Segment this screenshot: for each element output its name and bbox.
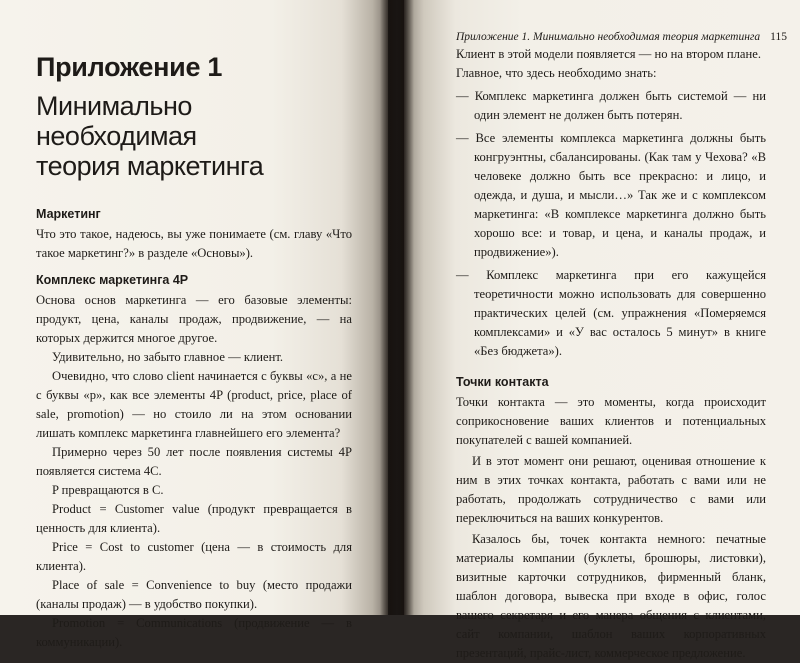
contacts-paragraph-3: Казалось бы, точек контакта немного: печатные материалы компании (буклеты, брошюры, листовки), визитные карточки сотрудников, фирменный бланк, шаблон договора, вывеска при входе в офис, голос вашего секретаря и его манера общения с клиентами, сайт компании, шаблон ваших корпоративных презентаций, прайс-лист, коммерческое предложение. — [456, 532, 766, 660]
page-number: 115 — [770, 31, 787, 43]
paragraph-4p-1: Основа основ маркетинга — его базовые элементы: продукт, цена, каналы продаж, продвижение, — на которых держится многое другое. — [36, 293, 352, 345]
section-heading-contacts: Точки контакта — [456, 375, 549, 389]
section-heading-4p: Комплекс маркетинга 4P — [36, 273, 189, 287]
left-page — [0, 0, 388, 649]
paragraph-4p-4: Примерно через 50 лет после появления системы 4P появляется система 4C. — [36, 445, 352, 478]
right-page — [404, 0, 800, 660]
paragraph-4p-9: Promotion = Communications (продвижение — в коммуникации). — [36, 616, 352, 649]
paragraph-4p-3: Очевидно, что слово client начинается с буквы «с», а не с буквы «р», как все элементы 4P (product, price, place of sale, promotion) — но стоило ли на этом основании лишать комплекс маркетинга главнейшего его элемента? — [36, 369, 352, 440]
contacts-paragraph-2: И в этот момент они решают, оценивая отношение к ним в этих точках контакта, работать с вами или не работать, продолжать сотрудничество с вами или переключиться на ваших конкурентов. — [456, 454, 766, 525]
section-heading-marketing: Маркетинг — [36, 207, 101, 221]
paragraph-4p-7: Price = Cost to customer (цена — в стоимость для клиента). — [36, 540, 352, 573]
running-head — [456, 31, 787, 43]
book-gutter-shadow — [380, 0, 414, 615]
chapter-title-line-1: Минимально необходимая — [36, 91, 197, 151]
paragraph-4p-2: Удивительно, но забыто главное — клиент. — [52, 350, 284, 364]
left-page-content — [36, 52, 352, 652]
paragraph-4p-8: Place of sale = Convenience to buy (место продажи (каналы продаж) — в удобство покупки). — [36, 578, 352, 611]
chapter-title-line-2: теория маркетинга — [36, 151, 264, 181]
dash-item-3: — Комплекс маркетинга при его кажущейся теоретичности можно использовать для совершенно практических целей (см. упражнения «Померяемся комплексами» и «У вас осталось 5 минут» в книге «Без бюджета»). — [456, 268, 766, 358]
chapter-title — [36, 91, 352, 181]
chapter-label: Приложение 1 — [36, 52, 223, 82]
intro-line-1: Клиент в этой модели появляется — но на втором плане. — [456, 47, 761, 61]
paragraph-4p-6: Product = Customer value (продукт превращается в ценность для клиента). — [36, 502, 352, 535]
marketing-paragraph: Что это такое, надеюсь, вы уже понимаете (см. главу «Что такое маркетинг?» в разделе «Основы»). — [36, 227, 352, 260]
paragraph-4p-5: P превращаются в C. — [52, 483, 164, 497]
contacts-paragraph-1: Точки контакта — это моменты, когда происходит соприкосновение ваших клиентов и потенциальных покупателей с вашей компанией. — [456, 395, 766, 447]
dash-item-1: — Комплекс маркетинга должен быть системой — ни один элемент не должен быть потерян. — [456, 89, 766, 122]
intro-line-2: Главное, что здесь необходимо знать: — [456, 66, 657, 80]
running-head-title: Приложение 1. Минимально необходимая теория маркетинга — [456, 31, 761, 43]
dash-item-2: — Все элементы комплекса маркетинга должны быть конгруэнтны, сбалансированы. (Как там у Чехова? «В человеке должно быть все прекрасно: и лицо, и одежда, и душа, и мысли…» Так же и с комплексом маркетинга: «В комплексе маркетинга должно быть хорошо все: и товар, и цена, и каналы продаж, и продвижение»). — [456, 131, 766, 259]
right-page-content — [456, 0, 787, 663]
